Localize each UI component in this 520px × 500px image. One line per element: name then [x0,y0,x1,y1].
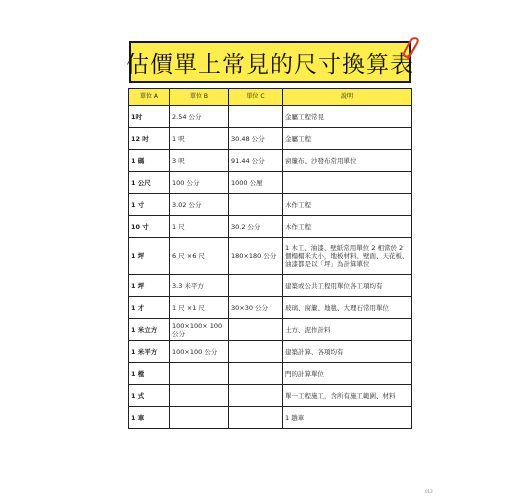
cell-description: 金屬工程常見 [283,106,412,128]
cell-unit-a: 12 吋 [129,128,170,150]
cell-description: 窗簾布、沙發布常用單位 [283,150,412,172]
cell-unit-a: 1 才 [129,297,170,319]
cell-unit-c: 180×180 公分 [229,238,283,275]
cell-unit-b: 1 呎 [170,128,229,150]
cell-unit-c [229,106,283,128]
header-unit-b: 單位 B [170,89,229,106]
cell-unit-a: 1 米立方 [129,319,170,341]
cell-description: 建築或公共工程用單位各工項均有 [283,275,412,297]
cell-description: 金屬工程 [283,128,412,150]
table-row [129,341,412,363]
cell-description: 1 趟車 [283,407,412,429]
cell-description: 1 木工、油漆、壁紙常用單位 2 相當於 2 個榻榻米大小，地板材料、壁面、天花板、油漆都是以「坪」為計算單位 [283,238,412,275]
cell-unit-a: 1 坪 [129,238,170,275]
table-row [129,275,412,297]
cell-unit-c [229,194,283,216]
cell-unit-a: 1 米平方 [129,341,170,363]
cell-unit-c [229,341,283,363]
cell-unit-b [170,363,229,385]
cell-unit-b: 3 呎 [170,150,229,172]
header-unit-c: 單位 C [229,89,283,106]
cell-unit-c: 30×30 公分 [229,297,283,319]
table-header-row [129,89,412,106]
cell-description: 建築計算、各項均有 [283,341,412,363]
table-row [129,128,412,150]
cell-unit-a: 1 公尺 [129,172,170,194]
table-row [129,150,412,172]
cell-unit-a: 1 樘 [129,363,170,385]
cell-unit-c [229,385,283,407]
paperclip-icon [402,37,422,63]
table-row [129,297,412,319]
table-row [129,194,412,216]
page-number: 013 [425,489,433,494]
cell-unit-b: 3.3 米平方 [170,275,229,297]
cell-unit-a: 1吋 [129,106,170,128]
cell-unit-b [170,407,229,429]
header-description: 說明 [283,89,412,106]
cell-description: 單一工程施工，含所有施工範圍、材料 [283,385,412,407]
table-row [129,106,412,128]
cell-unit-a: 10 寸 [129,216,170,238]
cell-unit-b: 1 尺 [170,216,229,238]
cell-description: 土方、泥作計料 [283,319,412,341]
cell-unit-a: 1 寸 [129,194,170,216]
cell-unit-c [229,363,283,385]
table-row [129,238,412,275]
table-row [129,172,412,194]
cell-description: 門的計算單位 [283,363,412,385]
cell-unit-b: 1 尺 ×1 尺 [170,297,229,319]
table-row [129,319,412,341]
cell-unit-b [170,385,229,407]
cell-unit-a: 1 碼 [129,150,170,172]
header-unit-a: 單位 A [129,89,170,106]
cell-unit-b: 100×100 公分 [170,341,229,363]
cell-unit-c [229,319,283,341]
cell-unit-c: 30.48 公分 [229,128,283,150]
cell-unit-b: 100 公分 [170,172,229,194]
cell-unit-c [229,275,283,297]
cell-unit-a: 1 式 [129,385,170,407]
cell-description [283,172,412,194]
table-row [129,385,412,407]
cell-unit-a: 1 坪 [129,275,170,297]
cell-unit-c: 30.2 公分 [229,216,283,238]
cell-unit-c [229,407,283,429]
table-row [129,363,412,385]
conversion-table [128,88,412,429]
cell-unit-c: 1000 公厘 [229,172,283,194]
cell-description: 玻璃、窗簾、地毯、大理石常用單位 [283,297,412,319]
cell-unit-a: 1 車 [129,407,170,429]
cell-description: 木作工程 [283,216,412,238]
table-row [129,216,412,238]
table-row [129,407,412,429]
cell-unit-b: 3.02 公分 [170,194,229,216]
cell-unit-b: 6 尺 ×6 尺 [170,238,229,275]
cell-description: 木作工程 [283,194,412,216]
cell-unit-b: 100×100× 100 公分 [170,319,229,341]
page-title: 估價單上常見的尺寸換算表 [129,41,411,83]
cell-unit-b: 2.54 公分 [170,106,229,128]
cell-unit-c: 91.44 公分 [229,150,283,172]
